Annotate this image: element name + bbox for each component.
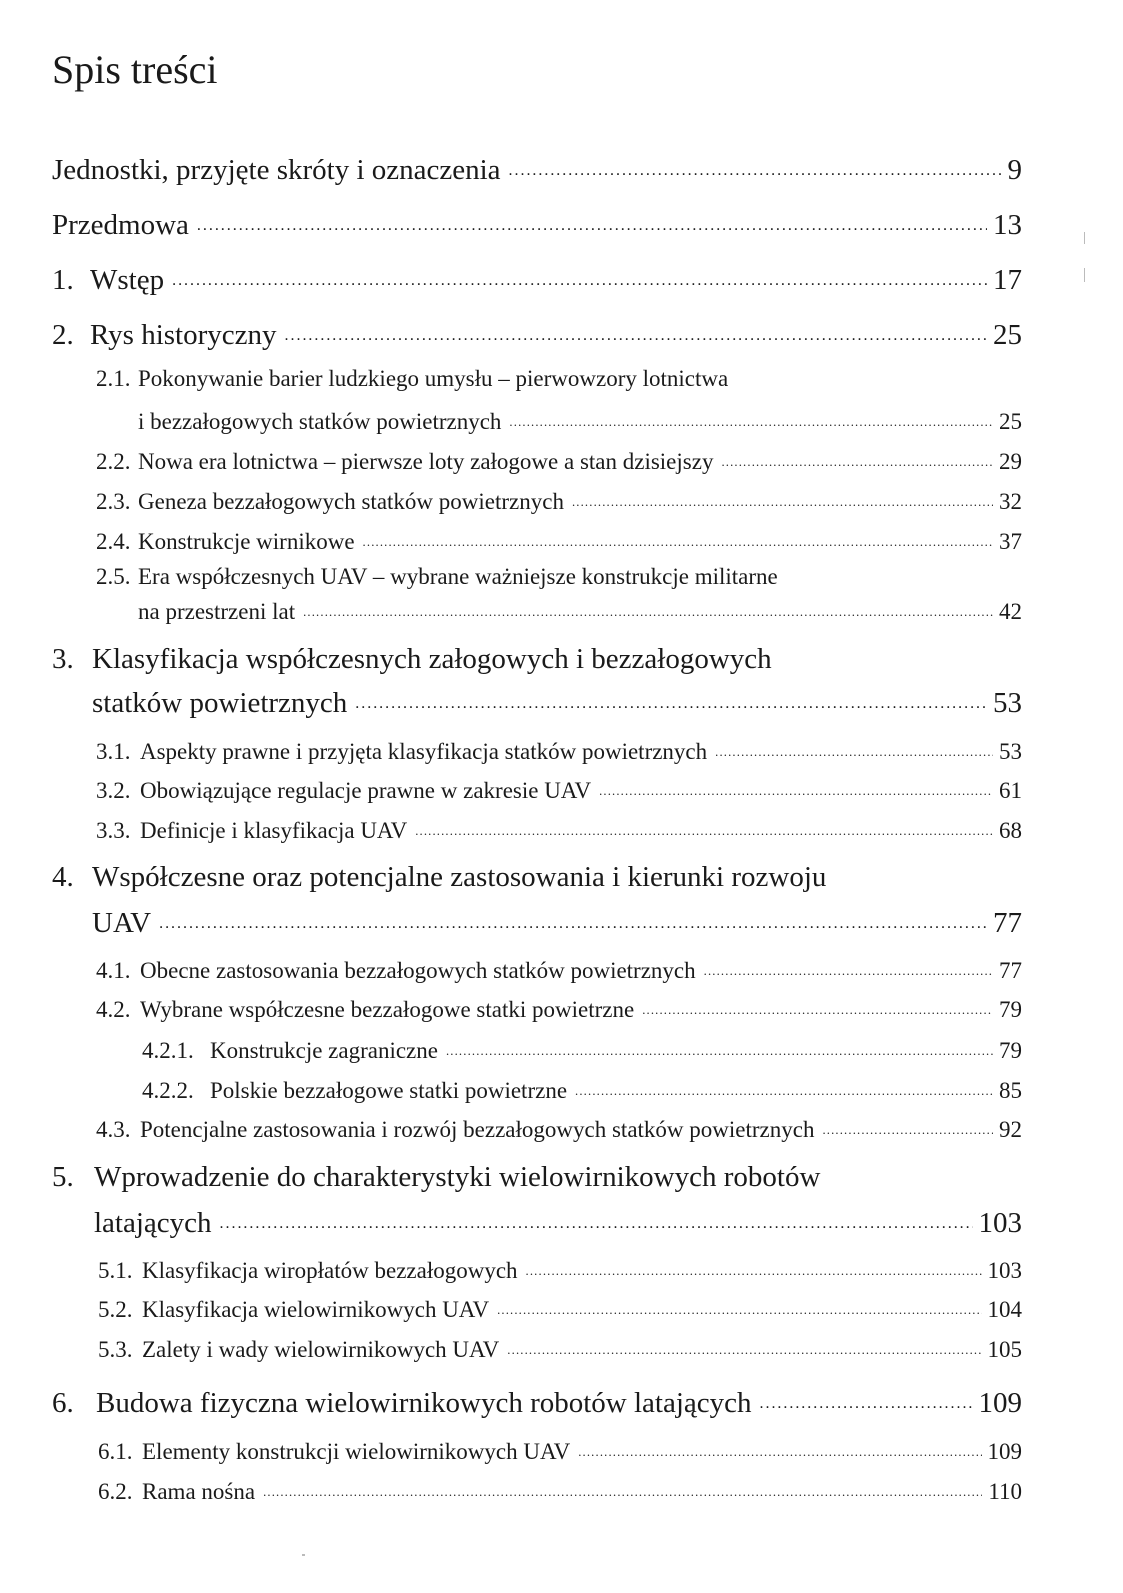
toc-entry-page: 77 (999, 958, 1022, 983)
toc-entry-number: 2.1. (96, 366, 131, 391)
toc-entry (98, 1294, 1022, 1321)
dot-leader (446, 1035, 993, 1058)
dot-leader (363, 526, 993, 549)
toc-entry (98, 1436, 1022, 1463)
toc-entry-text: Rys historyczny (90, 319, 277, 351)
toc-entry-number: 4. (52, 861, 74, 893)
toc-entry (96, 815, 1022, 842)
dot-leader (509, 406, 993, 429)
toc-entry-text: Rama nośna (142, 1479, 256, 1504)
toc-entry-page: 25 (993, 319, 1022, 351)
toc-entry-text: Obecne zastosowania bezzałogowych statków powietrznych (140, 958, 696, 983)
toc-entry-number: 3.2. (96, 778, 131, 803)
toc-entry (96, 486, 1022, 513)
dot-leader (572, 486, 993, 509)
toc-entry-text: Konstrukcje wirnikowe (138, 529, 355, 554)
toc-entry-page: 103 (978, 1207, 1022, 1239)
toc-entry-text: Jednostki, przyjęte skróty i oznaczenia (52, 154, 501, 186)
toc-entry-text: Era współczesnych UAV – wybrane ważniejsze konstrukcje militarne (138, 564, 778, 589)
scan-mark (302, 1554, 305, 1556)
toc-entry-number: 4.2. (96, 997, 131, 1022)
toc-entry-page: 17 (993, 264, 1022, 296)
toc-entry (52, 150, 1022, 185)
toc-entry-text: Współczesne oraz potencjalne zastosowania i kierunki rozwoju (92, 861, 827, 893)
dot-leader (715, 736, 993, 759)
dot-leader (578, 1436, 981, 1459)
toc-entry (96, 596, 1022, 623)
toc-entry-text: latających (94, 1207, 212, 1239)
toc-entry-text: statków powietrznych (92, 687, 348, 719)
toc-entry-text: Zalety i wady wielowirnikowych UAV (142, 1337, 500, 1362)
toc-entry-text: Nowa era lotnictwa – pierwsze loty załogowe a stan dzisiejszy (138, 449, 714, 474)
dot-leader (415, 815, 993, 838)
dot-leader (285, 315, 987, 344)
toc-entry (96, 736, 1022, 763)
toc-entry-page: 25 (999, 409, 1022, 434)
toc-entry-page: 9 (1007, 154, 1022, 186)
toc-entry-number: 2.4. (96, 529, 131, 554)
toc-entry (96, 775, 1022, 802)
toc-entry-page: 85 (999, 1078, 1022, 1103)
toc-entry-text: i bezzałogowych statków powietrznych (138, 409, 502, 434)
dot-leader (760, 1383, 973, 1412)
toc-entry-page: 68 (999, 818, 1022, 843)
dot-leader (355, 683, 987, 712)
toc-entry (96, 526, 1022, 553)
toc-entry (98, 1255, 1022, 1282)
toc-entry-page: 109 (987, 1439, 1022, 1464)
dot-leader (599, 775, 993, 798)
toc-entry-page: 92 (999, 1117, 1022, 1142)
toc-entry-number: 2.2. (96, 449, 131, 474)
toc-entry-text: Klasyfikacja wiropłatów bezzałogowych (142, 1258, 518, 1283)
toc-entry-text: na przestrzeni lat (138, 599, 296, 624)
toc-entry-text: UAV (92, 907, 152, 939)
dot-leader (721, 446, 993, 469)
toc-entry-number: 3.1. (96, 739, 131, 764)
toc-entry-page: 53 (999, 739, 1022, 764)
toc-entry-first-line (52, 645, 772, 674)
toc-entry-text: Pokonywanie barier ludzkiego umysłu – pierwowzory lotnictwa (138, 366, 729, 391)
dot-leader (822, 1114, 993, 1137)
toc-entry-number: 5. (52, 1161, 74, 1193)
toc-entry-text: Przedmowa (52, 209, 189, 241)
toc-entry-page: 61 (999, 778, 1022, 803)
toc-entry (96, 994, 1022, 1021)
scan-mark (1084, 268, 1085, 282)
toc-entry-number: 2.3. (96, 489, 131, 514)
toc-entry (52, 683, 1022, 718)
toc-entry-first-line (52, 1163, 820, 1192)
toc-entry-number: 3.3. (96, 818, 131, 843)
toc-entry-number: 4.3. (96, 1117, 131, 1142)
dot-leader (642, 994, 993, 1017)
toc-entry-number: 5.2. (98, 1297, 133, 1322)
toc-entry-page: 110 (988, 1479, 1022, 1504)
toc-entry-first-line (96, 367, 728, 390)
toc-entry-first-line (96, 565, 778, 588)
toc-entry-page: 79 (999, 997, 1022, 1022)
page-title: Spis treści (52, 47, 218, 92)
toc-entry-number: 2.5. (96, 564, 131, 589)
toc-entry-page: 13 (993, 209, 1022, 241)
dot-leader (509, 150, 1002, 179)
toc-entry-text: Potencjalne zastosowania i rozwój bezzałogowych statków powietrznych (140, 1117, 815, 1142)
toc-entry-page: 77 (993, 907, 1022, 939)
toc-entry-number: 5.3. (98, 1337, 133, 1362)
toc-entry-text: Aspekty prawne i przyjęta klasyfikacja statków powietrznych (140, 739, 708, 764)
toc-entry-text: Definicje i klasyfikacja UAV (140, 818, 408, 843)
toc-entry (52, 205, 1022, 240)
toc-entry-number: 1. (52, 264, 74, 296)
dot-leader (704, 955, 993, 978)
toc-entry-text: Konstrukcje zagraniczne (210, 1038, 438, 1063)
toc-entry (142, 1075, 1022, 1102)
dot-leader (575, 1075, 993, 1098)
dot-leader (303, 596, 993, 619)
toc-entry (52, 315, 1022, 350)
dot-leader (497, 1294, 981, 1317)
toc-entry-number: 4.2.1. (142, 1038, 194, 1063)
toc-entry-page: 29 (999, 449, 1022, 474)
toc-entry (52, 1383, 1022, 1418)
toc-entry-number: 5.1. (98, 1258, 133, 1283)
toc-entry-page: 103 (987, 1258, 1022, 1283)
dot-leader (507, 1334, 981, 1357)
toc-entry-page: 79 (999, 1038, 1022, 1063)
toc-entry (96, 1114, 1022, 1141)
toc-entry-page: 109 (978, 1387, 1022, 1419)
toc-entry-text: Wstęp (90, 264, 165, 296)
toc-entry-page: 105 (987, 1337, 1022, 1362)
toc-entry (96, 446, 1022, 473)
toc-entry (98, 1476, 1022, 1503)
dot-leader (526, 1255, 982, 1278)
toc-entry-page: 42 (999, 599, 1022, 624)
toc-entry-number: 6.1. (98, 1439, 133, 1464)
toc-entry-text: Polskie bezzałogowe statki powietrzne (210, 1078, 568, 1103)
toc-entry-text: Klasyfikacja współczesnych załogowych i bezzałogowych (92, 643, 772, 675)
toc-entry-page: 37 (999, 529, 1022, 554)
toc-entry-text: Geneza bezzałogowych statków powietrznych (138, 489, 564, 514)
toc-entry-page: 32 (999, 489, 1022, 514)
toc-entry-text: Wprowadzenie do charakterystyki wielowirnikowych robotów (94, 1161, 821, 1193)
toc-entry-text: Obowiązujące regulacje prawne w zakresie UAV (140, 778, 592, 803)
dot-leader (159, 903, 987, 932)
toc-entry (98, 1334, 1022, 1361)
dot-leader (172, 260, 987, 289)
toc-entry (96, 406, 1022, 433)
toc-entry (142, 1035, 1022, 1062)
dot-leader (197, 205, 987, 234)
toc-entry (52, 1203, 1022, 1238)
toc-entry-text: Budowa fizyczna wielowirnikowych robotów latających (96, 1387, 752, 1419)
toc-entry (52, 903, 1022, 938)
toc-entry-page: 53 (993, 687, 1022, 719)
toc-entry-text: Wybrane współczesne bezzałogowe statki powietrzne (140, 997, 635, 1022)
toc-entry-number: 6. (52, 1387, 74, 1419)
toc-entry (96, 955, 1022, 982)
toc-entry-text: Klasyfikacja wielowirnikowych UAV (142, 1297, 490, 1322)
scan-mark (1084, 232, 1085, 244)
toc-entry-number: 6.2. (98, 1479, 133, 1504)
toc-entry-number: 4.1. (96, 958, 131, 983)
toc-entry-first-line (52, 863, 826, 892)
dot-leader (220, 1203, 973, 1232)
toc-entry-number: 2. (52, 319, 74, 351)
toc-entry (52, 260, 1022, 295)
toc-entry-text: Elementy konstrukcji wielowirnikowych UAV (142, 1439, 571, 1464)
toc-entry-page: 104 (987, 1297, 1022, 1322)
toc-entry-number: 3. (52, 643, 74, 675)
dot-leader (263, 1476, 982, 1499)
toc-entry-number: 4.2.2. (142, 1078, 194, 1103)
